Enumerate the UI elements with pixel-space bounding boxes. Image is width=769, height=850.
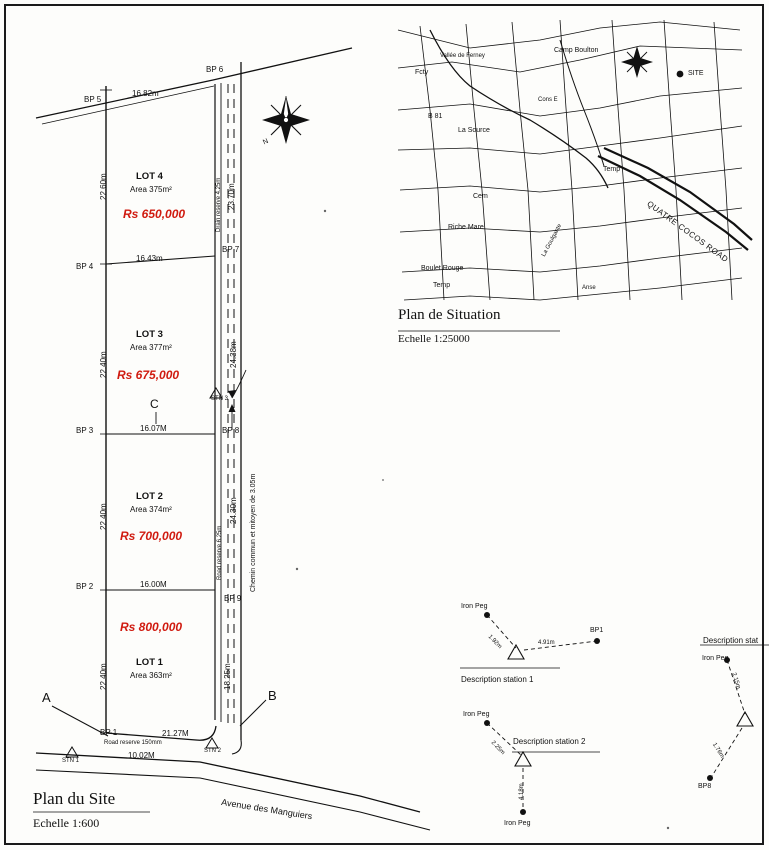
boundary-point-label: BP 5 [84, 95, 102, 104]
boundary-point-label: BP 3 [76, 426, 94, 435]
station-label-2: STN 2 [204, 748, 222, 754]
iron-peg-label: Iron Peg [504, 820, 531, 827]
station-caption: Description stat [703, 636, 759, 645]
place-label: Camp Boulton [554, 47, 599, 54]
lot-price: Rs 650,000 [123, 207, 186, 221]
distance-label: 4.18m [519, 783, 525, 800]
place-label: Riche Mare [448, 224, 484, 231]
place-label: B 81 [428, 113, 443, 120]
place-label: Boulet Rouge [421, 265, 464, 272]
vertical-dimension: 24.30m [229, 497, 238, 524]
lot-name: LOT 1 [136, 657, 163, 668]
vertical-dimension: 24.38m [229, 341, 238, 368]
lot-name: LOT 2 [136, 491, 163, 502]
place-label: La Source [458, 127, 490, 134]
iron-peg-label: Iron Peg [702, 655, 729, 662]
north-label: N [262, 137, 270, 147]
station-label-3: STN 3 [211, 396, 229, 402]
place-label: Temp [433, 282, 451, 289]
lot-area: Area 377m² [130, 343, 172, 352]
lot-area: Area 375m² [130, 185, 172, 194]
distance-label: 4.91m [538, 640, 555, 646]
segment-length: 21.27M [162, 729, 189, 738]
lot-area: Area 374m² [130, 505, 172, 514]
segment-length: 16.43m [136, 254, 163, 263]
place-label: Cem [473, 193, 488, 200]
boundary-point-label: BP 2 [76, 582, 94, 591]
lot-area: Area 363m² [130, 671, 172, 680]
segment-length: 10.02M [128, 751, 155, 760]
place-label: La Goulgante [541, 223, 564, 258]
chemin-commun-label: Chemin commun et mitoyen de 3.05m [250, 473, 257, 592]
situation-plan-scale: Echelle 1:25000 [398, 333, 470, 345]
iron-peg-label: Iron Peg [463, 711, 490, 718]
road-reserve-label: Road reserve 6.25m [217, 525, 223, 580]
station-label-1: STN 1 [62, 758, 80, 764]
vertical-dimension: 23.70m [227, 183, 236, 210]
site-marker-label: SITE [688, 70, 704, 77]
site-plan-title: Plan du Site [33, 789, 116, 808]
iron-peg-label: Iron Peg [461, 603, 488, 610]
boundary-point-label: BP 6 [206, 65, 224, 74]
place-label: Anse [582, 285, 596, 291]
lot-frontage: 22.60m [99, 173, 108, 200]
boundary-point-label: BP 7 [222, 245, 240, 254]
segment-length: 16.00M [140, 580, 167, 589]
place-label: Temp [603, 166, 621, 173]
lot-price: Rs 675,000 [117, 368, 180, 382]
avenue-label: Avenue des Manguiers [220, 797, 313, 822]
segment-length: 16.07M [140, 424, 167, 433]
place-label: Vallée de Ferney [440, 53, 485, 59]
lot-name: LOT 4 [136, 171, 163, 182]
lot-price: Rs 800,000 [120, 620, 183, 634]
lot-name: LOT 3 [136, 329, 163, 340]
place-label: Fcty [415, 69, 429, 76]
segment-length: 16.82m [132, 89, 159, 98]
station-caption: Description station 2 [513, 737, 586, 746]
distance-label: 1.92m [486, 634, 503, 651]
boundary-point-label: BP 9 [224, 594, 242, 603]
lot-frontage: 22.40m [99, 351, 108, 378]
drain-reserve-label: Drain reserve 4.25m [216, 177, 222, 232]
corner-mark-b: B [268, 688, 277, 703]
boundary-point-label: BP 1 [100, 728, 118, 737]
distance-label: 2.25m [489, 740, 506, 757]
situation-plan-title: Plan de Situation [398, 307, 501, 323]
corner-mark-c: C [150, 397, 159, 411]
site-plan-scale: Echelle 1:600 [33, 816, 100, 830]
place-label: Cons E [538, 97, 558, 103]
boundary-point-label: BP 4 [76, 262, 94, 271]
road-reserve-note: Road reserve 150mm [104, 740, 162, 746]
bp-label: BP8 [698, 783, 712, 790]
corner-mark-a: A [42, 690, 51, 705]
distance-label: 1.76m [710, 742, 725, 760]
lot-frontage: 22.40m [99, 663, 108, 690]
boundary-point-label: BP 8 [222, 426, 240, 435]
lot-price: Rs 700,000 [120, 529, 183, 543]
vertical-dimension: 18.25m [223, 663, 232, 690]
distance-label: 2.15m [730, 672, 742, 690]
station-caption: Description station 1 [461, 675, 534, 684]
bp-label: BP1 [590, 627, 604, 634]
lot-frontage: 22.40m [99, 503, 108, 530]
highway-label: QUATRE COCOS ROAD [645, 199, 730, 265]
